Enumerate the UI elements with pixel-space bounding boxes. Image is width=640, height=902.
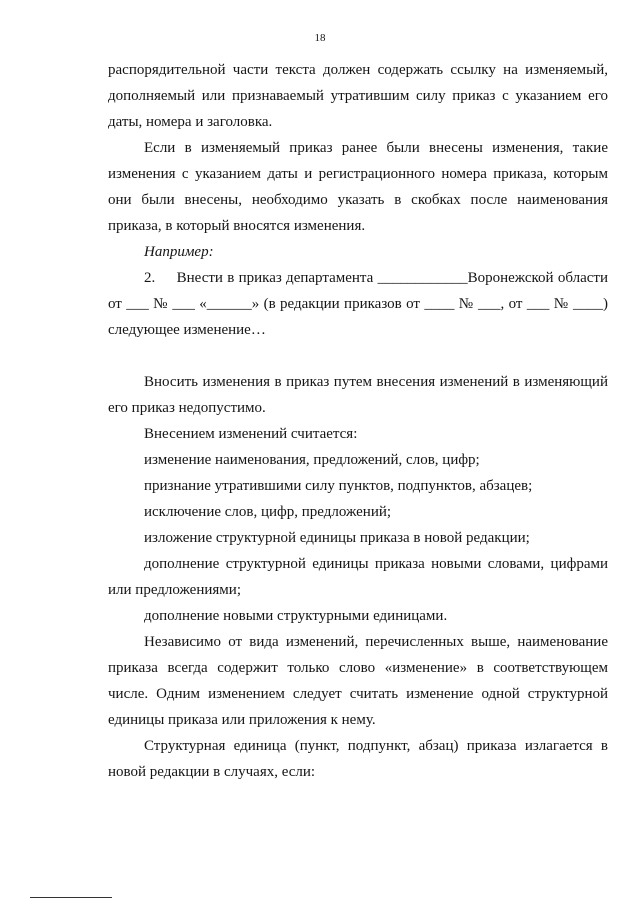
list-item: изложение структурной единицы приказа в новой редакции;	[144, 530, 530, 546]
list-item: исключение слов, цифр, предложений;	[144, 504, 392, 520]
list-item: дополнение новыми структурными единицами.	[144, 608, 448, 624]
paragraph-title-rule: Независимо от вида изменений, перечисленных выше, наименование приказа всегда содержит только слово «изменение» в соответствующем числе. Одним изменением следует считать изменение одной структурной единицы приказа или приложения к нему.	[108, 634, 608, 728]
document-body	[108, 57, 608, 785]
example-text: 2. Внести в приказ департамента ____________Воронежской области от ___ № ___ «______» (в редакции приказов от ____ № ___, от ___ № ____) следующее изменение…	[108, 270, 608, 338]
paragraph-previous-changes: Если в изменяемый приказ ранее были внесены изменения, такие изменения с указанием даты и регистрационного номера приказа, которым они были внесены, необходимо указать в скобках после наименования приказа, в который вносятся изменения.	[108, 140, 608, 234]
blank-line	[108, 343, 608, 369]
footer-rule	[30, 897, 112, 898]
paragraph-new-edition: Структурная единица (пункт, подпункт, абзац) приказа излагается в новой редакции в случаях, если:	[108, 738, 608, 780]
list-item: изменение наименования, предложений, слов, цифр;	[144, 452, 480, 468]
paragraph-continuation: распорядительной части текста должен содержать ссылку на изменяемый, дополняемый или признаваемый утратившим силу приказ с указанием его даты, номера и заголовка.	[108, 62, 608, 130]
list-item: признание утратившими силу пунктов, подпунктов, абзацев;	[144, 478, 533, 494]
paragraph-prohibition: Вносить изменения в приказ путем внесения изменений в изменяющий его приказ недопустимо.	[108, 374, 608, 416]
example-label: Например:	[144, 244, 214, 260]
paragraph-definition: Внесением изменений считается:	[144, 426, 358, 442]
page-number: 18	[314, 32, 326, 44]
list-item: дополнение структурной единицы приказа новыми словами, цифрами или предложениями;	[108, 556, 608, 598]
